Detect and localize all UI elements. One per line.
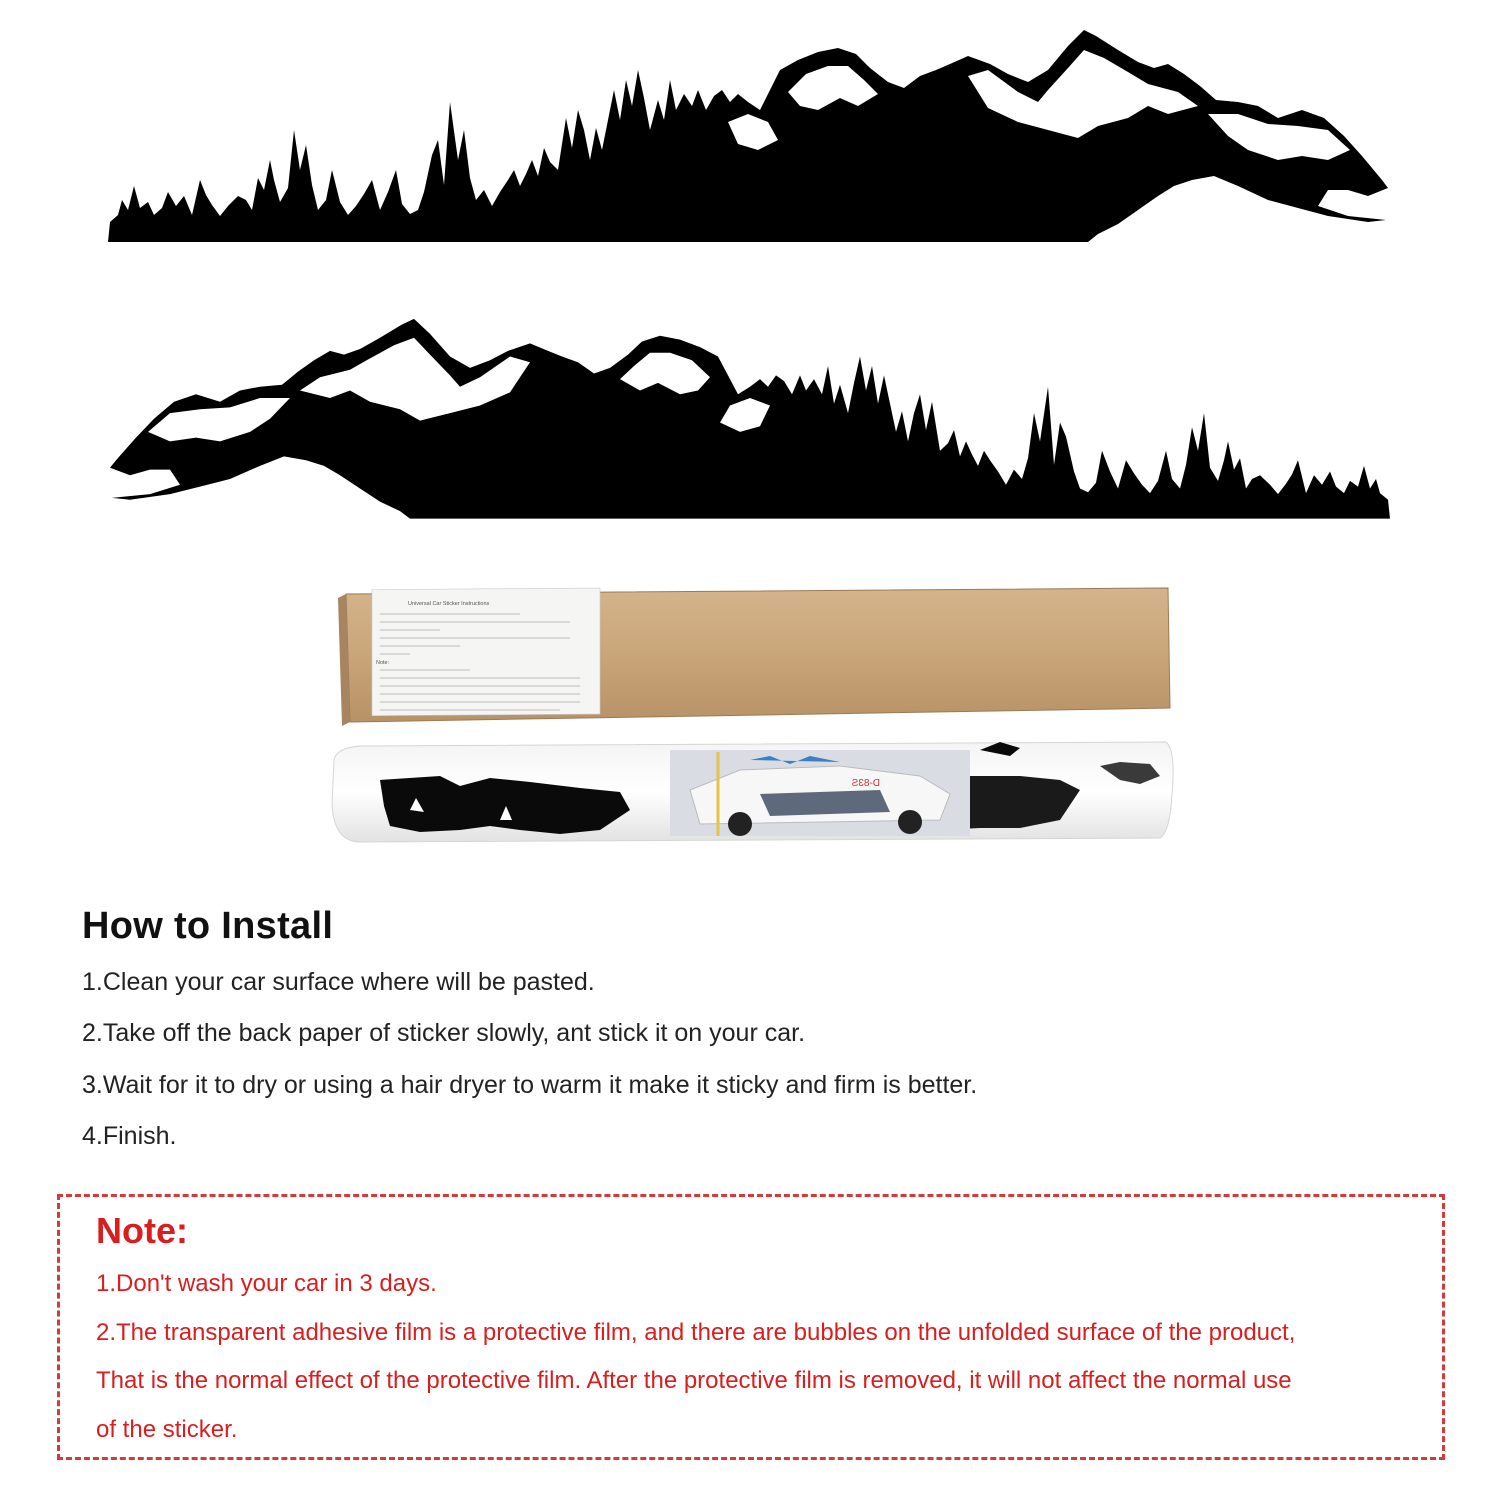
note-line-4: of the sticker. — [96, 1416, 238, 1443]
note-heading: Note: — [96, 1210, 188, 1251]
rolled-sticker — [332, 742, 1173, 842]
kraft-box — [338, 588, 1170, 726]
svg-text:D-83S: D-83S — [851, 778, 880, 789]
note-line-2: 2.The transparent adhesive film is a protective film, and there are bubbles on the unfolded surface of the product, — [96, 1319, 1296, 1346]
decal-forest-mountain-top — [88, 10, 1410, 270]
note-line-1: 1.Don't wash your car in 3 days. — [96, 1270, 437, 1297]
install-step-4: 4.Finish. — [82, 1122, 177, 1150]
decal-forest-mountain-bottom — [88, 300, 1410, 545]
product-packaging-photo — [320, 580, 1190, 860]
install-heading: How to Install — [82, 905, 334, 947]
note-line-3: That is the normal effect of the protective film. After the protective film is removed, it will not affect the normal use — [96, 1367, 1292, 1394]
install-step-1: 1.Clean your car surface where will be pasted. — [82, 968, 595, 996]
install-step-3: 3.Wait for it to dry or using a hair dryer to warm it make it sticky and firm is better. — [82, 1071, 978, 1099]
box-label-note: Note: — [376, 660, 390, 666]
install-step-2: 2.Take off the back paper of sticker slowly, ant stick it on your car. — [82, 1019, 806, 1047]
box-label-title: Universal Car Sticker Instructions — [408, 601, 490, 607]
